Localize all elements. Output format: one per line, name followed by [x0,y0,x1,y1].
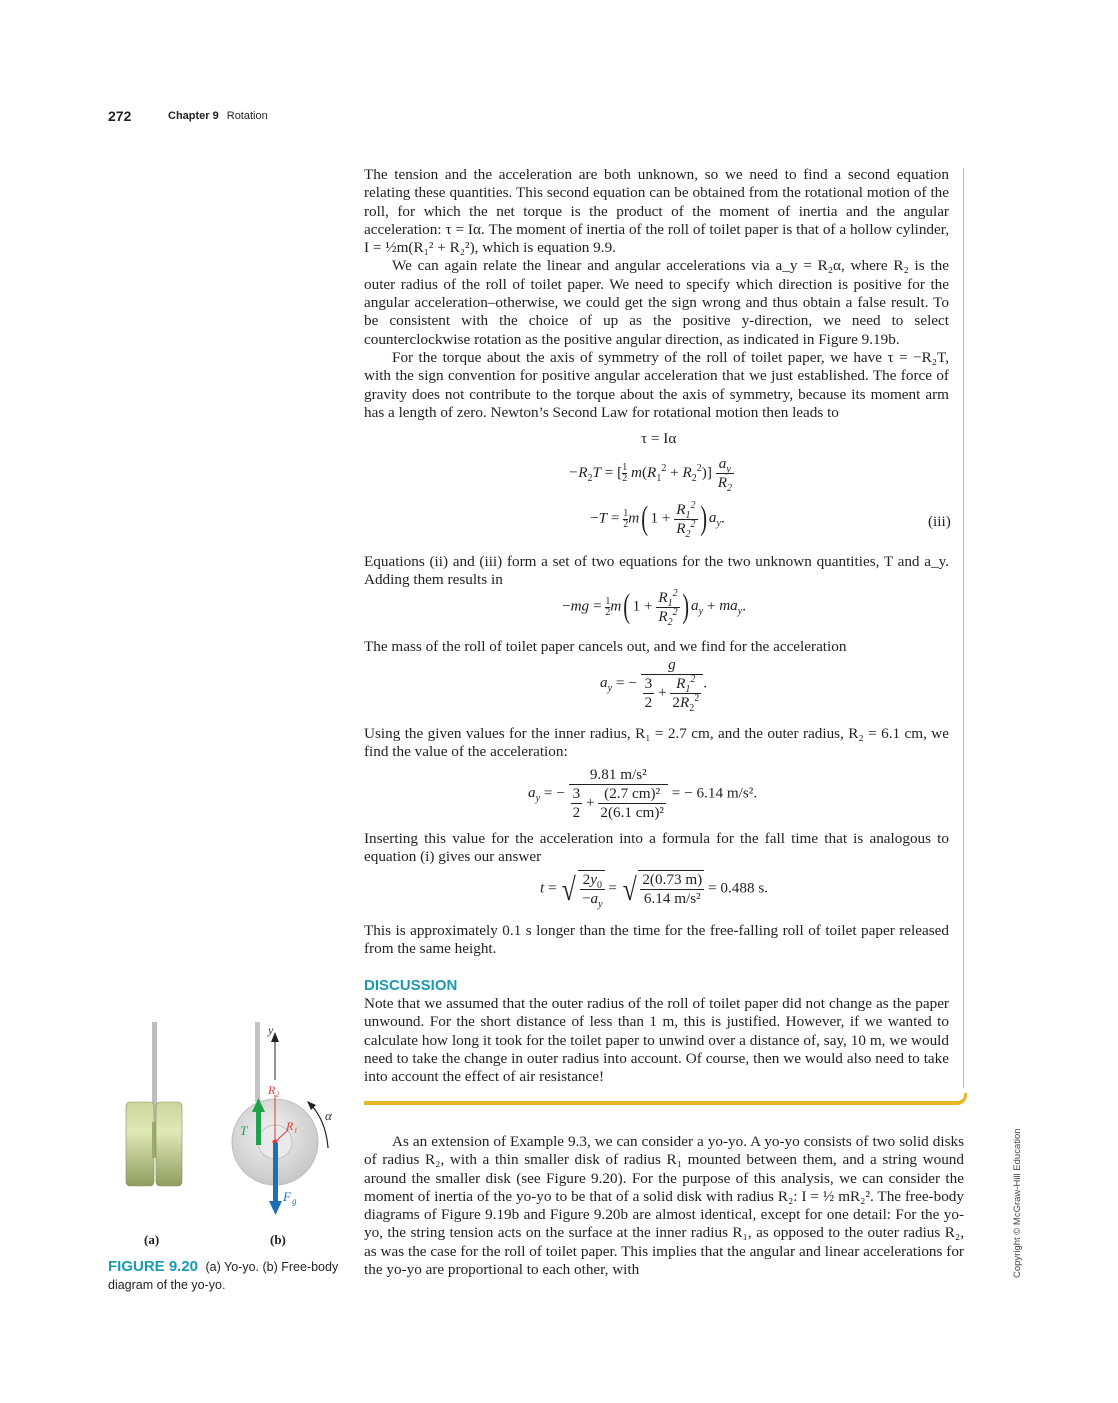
acceleration-result: = − 6.14 m/s². [671,784,758,802]
paragraph-9: As an extension of Example 9.3, we can consider a yo-yo. A yo-yo consists of two solid disks of radius R₂, with a thin smaller disk of radius R₁ mounted between them, and a string wound around the smaller disk (see Figure 9.20). For the purpose of this analysis, we can consider the moment of inertia of the yo-yo to be that of a solid disk with radius R₂: I = ½ mR₂². The free-body diagrams of Figure 9.19b and Figure 9.20b are almost identical, except for one detail: For the yo-yo, the string tension acts on the surface at the inner radius R₁, as opposed to the outer radius R₂, as was the case for the roll of toilet paper. This implies that the angular and linear accelerations for the yo-yo are proportional to each other, with [364,1133,964,1279]
body-block-4 [364,725,949,762]
numerator-g: 9.81 m/s² [569,766,668,785]
tension-vector [256,1110,261,1145]
body-block-6 [364,922,949,959]
outer-radius-squared: 2(6.1 cm)² [600,804,664,821]
gravity-vector [273,1143,278,1203]
equation-tension: −T = $\frac{1}{2}m$( 1 + $\frac{R_1^2}{R_2^2}$ ) $a_y$. [590,499,725,540]
copyright-notice: Copyright © McGraw-Hill Education [1012,1128,1023,1278]
chapter-label: Chapter 9 [168,110,219,122]
string-b [255,1022,260,1102]
example-box-bottom-border [364,1093,967,1105]
yoyo-illustration [100,1010,350,1250]
equation-torque-expanded: $-R_2T$ = [ $\frac{1}{2} m(R_1^2 + R_2^2)$] $\frac{a_y}{R_2}$ [568,455,732,495]
body-block-7 [364,1133,964,1279]
paragraph-4: Equations (ii) and (iii) form a set of two equations for the two unknown quantities, T and a_y. Adding them results in [364,553,949,589]
discussion-text: Note that we assumed that the outer radius of the roll of toilet paper did not change as the paper unwound. For the short distance of less than 1 m, this is justified. However, if we wanted to calculate how long it took for the toilet paper to unwind over a distance of, say, 10 m, we would need to take the change in outer radius into account. Of course, then we would also need to take into account the effect of air resistance! [364,995,949,1086]
figure-caption-text: (a) Yo-yo. (b) Free-body diagram of the yo-yo. [108,1260,339,1292]
yoyo-side-view [126,1022,182,1186]
paragraph-8: This is approximately 0.1 s longer than the time for the free-falling roll of toilet paper released from the same height. [364,922,949,958]
time-result: = 0.488 s. [708,879,769,897]
yoyo-left-disk [126,1102,154,1186]
subfigure-label-b: (b) [270,1232,286,1247]
body-block-5 [364,830,949,867]
inner-radius-squared: (2.7 cm)² [598,785,666,804]
discussion-heading: DISCUSSION [364,977,458,994]
figure-9-20 [100,1010,350,1250]
paragraph-3: For the torque about the axis of symmetry of the roll of toilet paper, we have τ = −R₂T, with the sign convention for positive angular acceleration that we just established. The force of gravity does not contribute to the torque about the axis of symmetry, because its moment arm has a length of zero. Newton’s Second Law for rotational motion then leads to [364,348,949,421]
paragraph-1: The tension and the acceleration are both unknown, so we need to find a second equation relating these quantities. This second equation can be obtained from the rotational motion of the roll, for which the net torque is the product of the moment of inertia and the angular acceleration: τ = Iα. The moment of inertia of the roll of toilet paper is that of a hollow cylinder, I = ½m(R₁² + R₂²), which is equation 9.9. [364,166,949,257]
page-number: 272 [108,108,132,124]
free-body-diagram [232,1022,333,1215]
equation-numeric-acceleration: $a_y$ = − 9.81 m/s² $\frac{3}{2}$ + $\frac{\text{(2.7 cm)²}}{\text{2(6.1 cm)²}}$ = − 6.14 m/s². [528,766,758,821]
equation-number-iii: (iii) [928,513,951,530]
yoyo-right-disk [156,1102,182,1186]
R2-label: R₂ [268,1083,280,1097]
figure-caption [108,1258,348,1294]
body-block-1 [364,166,949,422]
figure-number: FIGURE 9.20 [108,1258,199,1275]
equation-torque: τ = Iα [641,430,677,447]
subfigure-label-a: (a) [144,1232,160,1247]
chapter-heading [168,110,268,122]
paragraph-2: We can again relate the linear and angular accelerations via a_y = R₂α, where R₂ is the outer radius of the roll of toilet paper. We need to specify which direction is positive for the angular acceleration–otherwise, we could get the sign wrong and thus obtain a false result. To be consistent with the choice of up as the positive y-direction, we need to select counterclockwise rotation as the positive angular direction, as indicated in Figure 9.19b. [364,257,949,348]
R1-label: R₁ [286,1119,298,1133]
equation-acceleration: $a_y$ = − g $\frac{3}{2}$ + $\frac{R_1^2}{2R_2^2}$ . [600,656,708,715]
equation-sum: −mg = $\frac{1}{2}m$( 1 + $\frac{R_1^2}{R_2^2}$ ) $a_y + ma_y$. [562,587,747,628]
paragraph-5: The mass of the roll of toilet paper cancels out, and we find for the acceleration [364,638,847,655]
body-block-3 [364,638,949,656]
alpha-label: α [325,1108,332,1123]
time-denominator: 6.14 m/s² [643,890,701,907]
time-numerator: 2(0.73 m) [642,871,703,888]
equation-fall-time: t = √ $\frac{2y_0}{-a_y}$ = √ $\frac{2(0.73 m)}{\text{6.14 m/s²}}$ = 0.488 s. [540,870,769,911]
body-block-2 [364,553,949,590]
gravity-subscript: g [292,1196,297,1206]
paragraph-7: Inserting this value for the acceleration into a formula for the fall time that is analogous to equation (i) gives our answer [364,830,949,866]
example-box-rule [963,168,964,1088]
gravity-label: F [283,1189,291,1204]
tension-label: T [240,1123,248,1138]
y-axis-label: y [268,1023,274,1037]
chapter-title: Rotation [226,110,268,122]
discussion-block [364,995,949,1086]
gravity-arrowhead [269,1201,282,1215]
paragraph-6: Using the given values for the inner radius, R₁ = 2.7 cm, and the outer radius, R₂ = 6.1 cm, we find the value of the acceleration: [364,725,949,761]
